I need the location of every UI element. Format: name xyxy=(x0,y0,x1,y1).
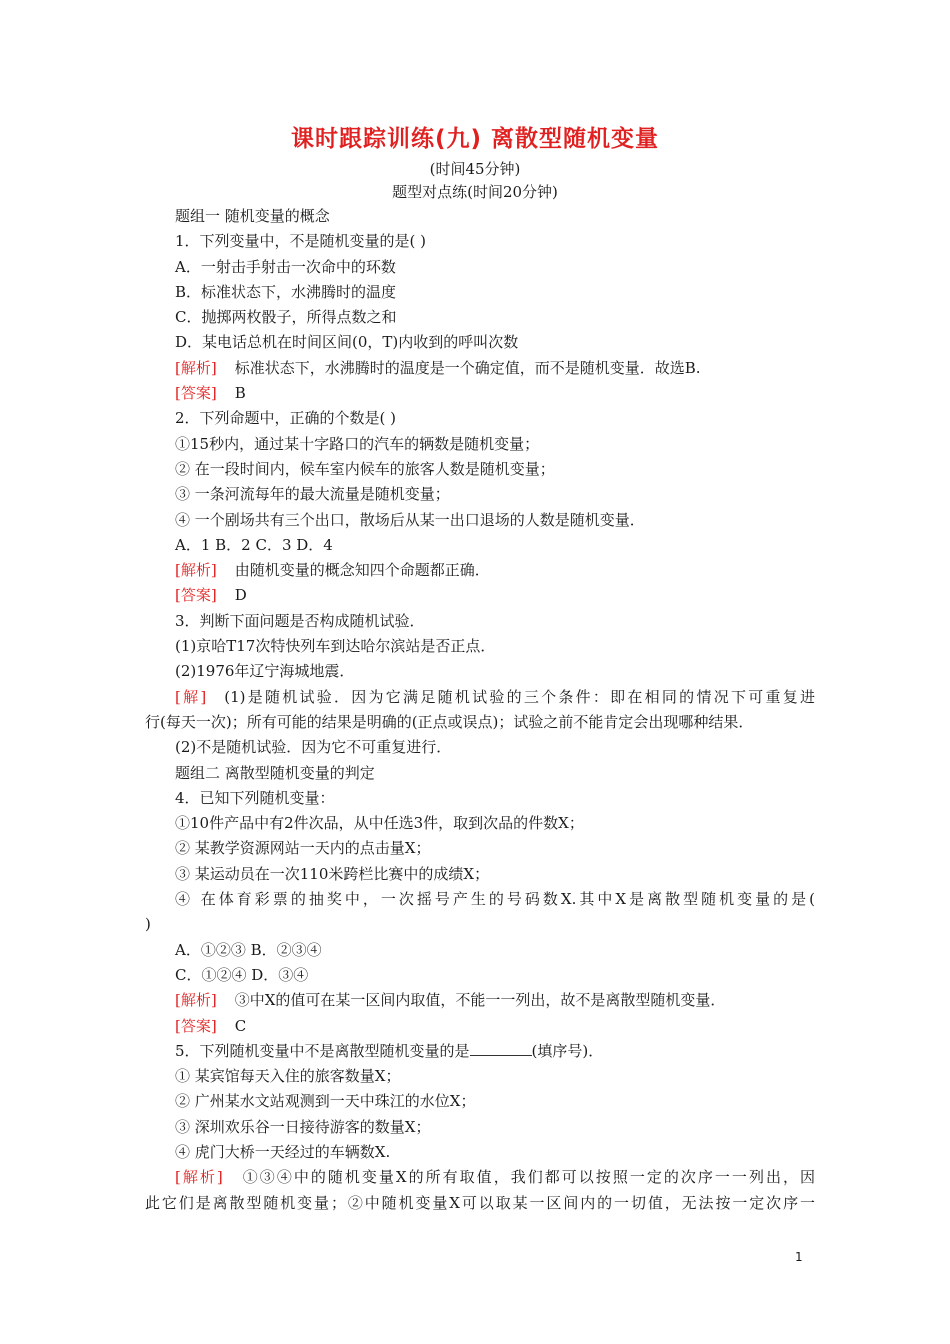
question-2-statement-3: ③ 一条河流每年的最大流量是随机变量； xyxy=(175,485,450,504)
question-2-answer xyxy=(145,583,815,608)
answer-blank xyxy=(470,1041,532,1056)
answer-text: D xyxy=(234,586,247,605)
question-4-item-3: ③ 某运动员在一次110米跨栏比赛中的成绩X； xyxy=(175,864,490,883)
question-3-solution-line-3: (2)不是随机试验．因为它不可重复进行． xyxy=(175,738,452,757)
question-5-item-3: ③ 深圳欢乐谷一日接待游客的数量X； xyxy=(175,1117,431,1136)
question-4-answer xyxy=(145,1014,815,1039)
question-4-item-1: ①10件产品中有2件次品，从中任选3件，取到次品的件数X； xyxy=(175,814,584,833)
question-5-item-1: ① 某宾馆每天入住的旅客数量X； xyxy=(175,1067,401,1086)
analysis-text: 由随机变量的概念知四个命题都正确． xyxy=(234,561,490,580)
page-number: 1 xyxy=(795,1250,803,1264)
question-2-analysis xyxy=(145,558,815,583)
question-5-analysis-line-1 xyxy=(145,1165,815,1190)
question-1: 1．下列变量中，不是随机变量的是( ) xyxy=(175,232,427,251)
question-2: 2．下列命题中，正确的个数是( ) xyxy=(175,409,397,428)
group-heading-1: 题组一 随机变量的概念 xyxy=(175,207,330,225)
analysis-text: 标准状态下，水沸腾时的温度是一个确定值，而不是随机变量．故选B. xyxy=(234,358,701,377)
answer-text: B xyxy=(234,384,246,403)
question-5-item-2: ② 广州某水文站观测到一天中珠江的水位X； xyxy=(175,1092,476,1111)
question-4-options-cd: C．①②④ D．③④ xyxy=(175,965,309,984)
analysis-text: ①③④中的随机变量X的所有取值，我们都可以按照一定的次序一一列出，因 xyxy=(240,1168,815,1187)
question-1-option-b: B．标准状态下，水沸腾时的温度 xyxy=(175,282,397,301)
question-4-item-4: ④ 在体育彩票的抽奖中，一次摇号产生的号码数X.其中X是离散型随机变量的是( xyxy=(175,890,815,909)
question-5-item-4: ④ 虎门大桥一天经过的车辆数X. xyxy=(175,1142,391,1161)
question-1-option-a: A．一射击手射击一次命中的环数 xyxy=(175,257,396,276)
analysis-tag: [解析] xyxy=(175,1168,223,1187)
question-3-part-2: (2)1976年辽宁海城地震． xyxy=(175,662,355,681)
question-2-statement-4: ④ 一个剧场共有三个出口，散场后从某一出口退场的人数是随机变量． xyxy=(175,510,645,529)
time-note: (时间45分钟) xyxy=(429,160,521,178)
analysis-tag: [解析] xyxy=(175,991,217,1010)
question-3-part-1: (1)京哈T17次特快列车到达哈尔滨站是否正点． xyxy=(175,637,496,656)
document-body xyxy=(145,204,815,1216)
question-5-suffix: (填序号)． xyxy=(531,1041,604,1060)
question-5 xyxy=(145,1039,815,1064)
question-5-stem: 5．下列随机变量中不是离散型随机变量的是 xyxy=(175,1041,470,1060)
answer-tag: [答案] xyxy=(175,384,217,403)
question-3-solution-line-1 xyxy=(145,685,815,710)
analysis-text: ③中X的值可在某一区间内取值，不能一一列出，故不是离散型随机变量． xyxy=(234,991,726,1010)
question-2-statement-1: ①15秒内，通过某十字路口的汽车的辆数是随机变量； xyxy=(175,434,540,453)
question-4-analysis xyxy=(145,988,815,1013)
question-1-analysis xyxy=(145,356,815,381)
question-2-statement-2: ② 在一段时间内，候车室内候车的旅客人数是随机变量； xyxy=(175,459,555,478)
question-4: 4．已知下列随机变量： xyxy=(175,788,335,807)
answer-tag: [答案] xyxy=(175,1016,217,1035)
question-2-options: A．1 B．2 C．3 D．4 xyxy=(175,535,333,554)
question-4-item-4-continued: ) xyxy=(145,915,151,934)
solution-text: (1)是随机试验．因为它满足随机试验的三个条件：即在相同的情况下可重复进 xyxy=(224,687,815,706)
question-3: 3．判断下面问题是否构成随机试验． xyxy=(175,611,425,630)
section-note: 题型对点练(时间20分钟) xyxy=(392,183,558,201)
question-4-item-2: ② 某教学资源网站一天内的点击量X； xyxy=(175,839,431,858)
answer-tag: [答案] xyxy=(175,586,217,605)
document-title: 课时跟踪训练(九) 离散型随机变量 xyxy=(290,126,660,152)
question-3-solution-line-2: 行(每天一次)；所有可能的结果是明确的(正点或误点)；试验之前不能肯定会出现哪种结果． xyxy=(145,712,754,731)
solution-tag: [解] xyxy=(175,687,207,706)
answer-text: C xyxy=(234,1016,247,1035)
analysis-tag: [解析] xyxy=(175,358,217,377)
analysis-tag: [解析] xyxy=(175,561,217,580)
question-1-answer xyxy=(145,381,815,406)
question-1-option-c: C．抛掷两枚骰子，所得点数之和 xyxy=(175,308,397,327)
question-5-analysis-line-2: 此它们是离散型随机变量；②中随机变量X可以取某一区间内的一切值，无法按一定次序一 xyxy=(145,1193,815,1212)
question-1-option-d: D．某电话总机在时间区间(0，T)内收到的呼叫次数 xyxy=(175,333,519,352)
group-heading-2: 题组二 离散型随机变量的判定 xyxy=(175,763,375,782)
question-4-options-ab: A．①②③ B．②③④ xyxy=(175,940,322,959)
